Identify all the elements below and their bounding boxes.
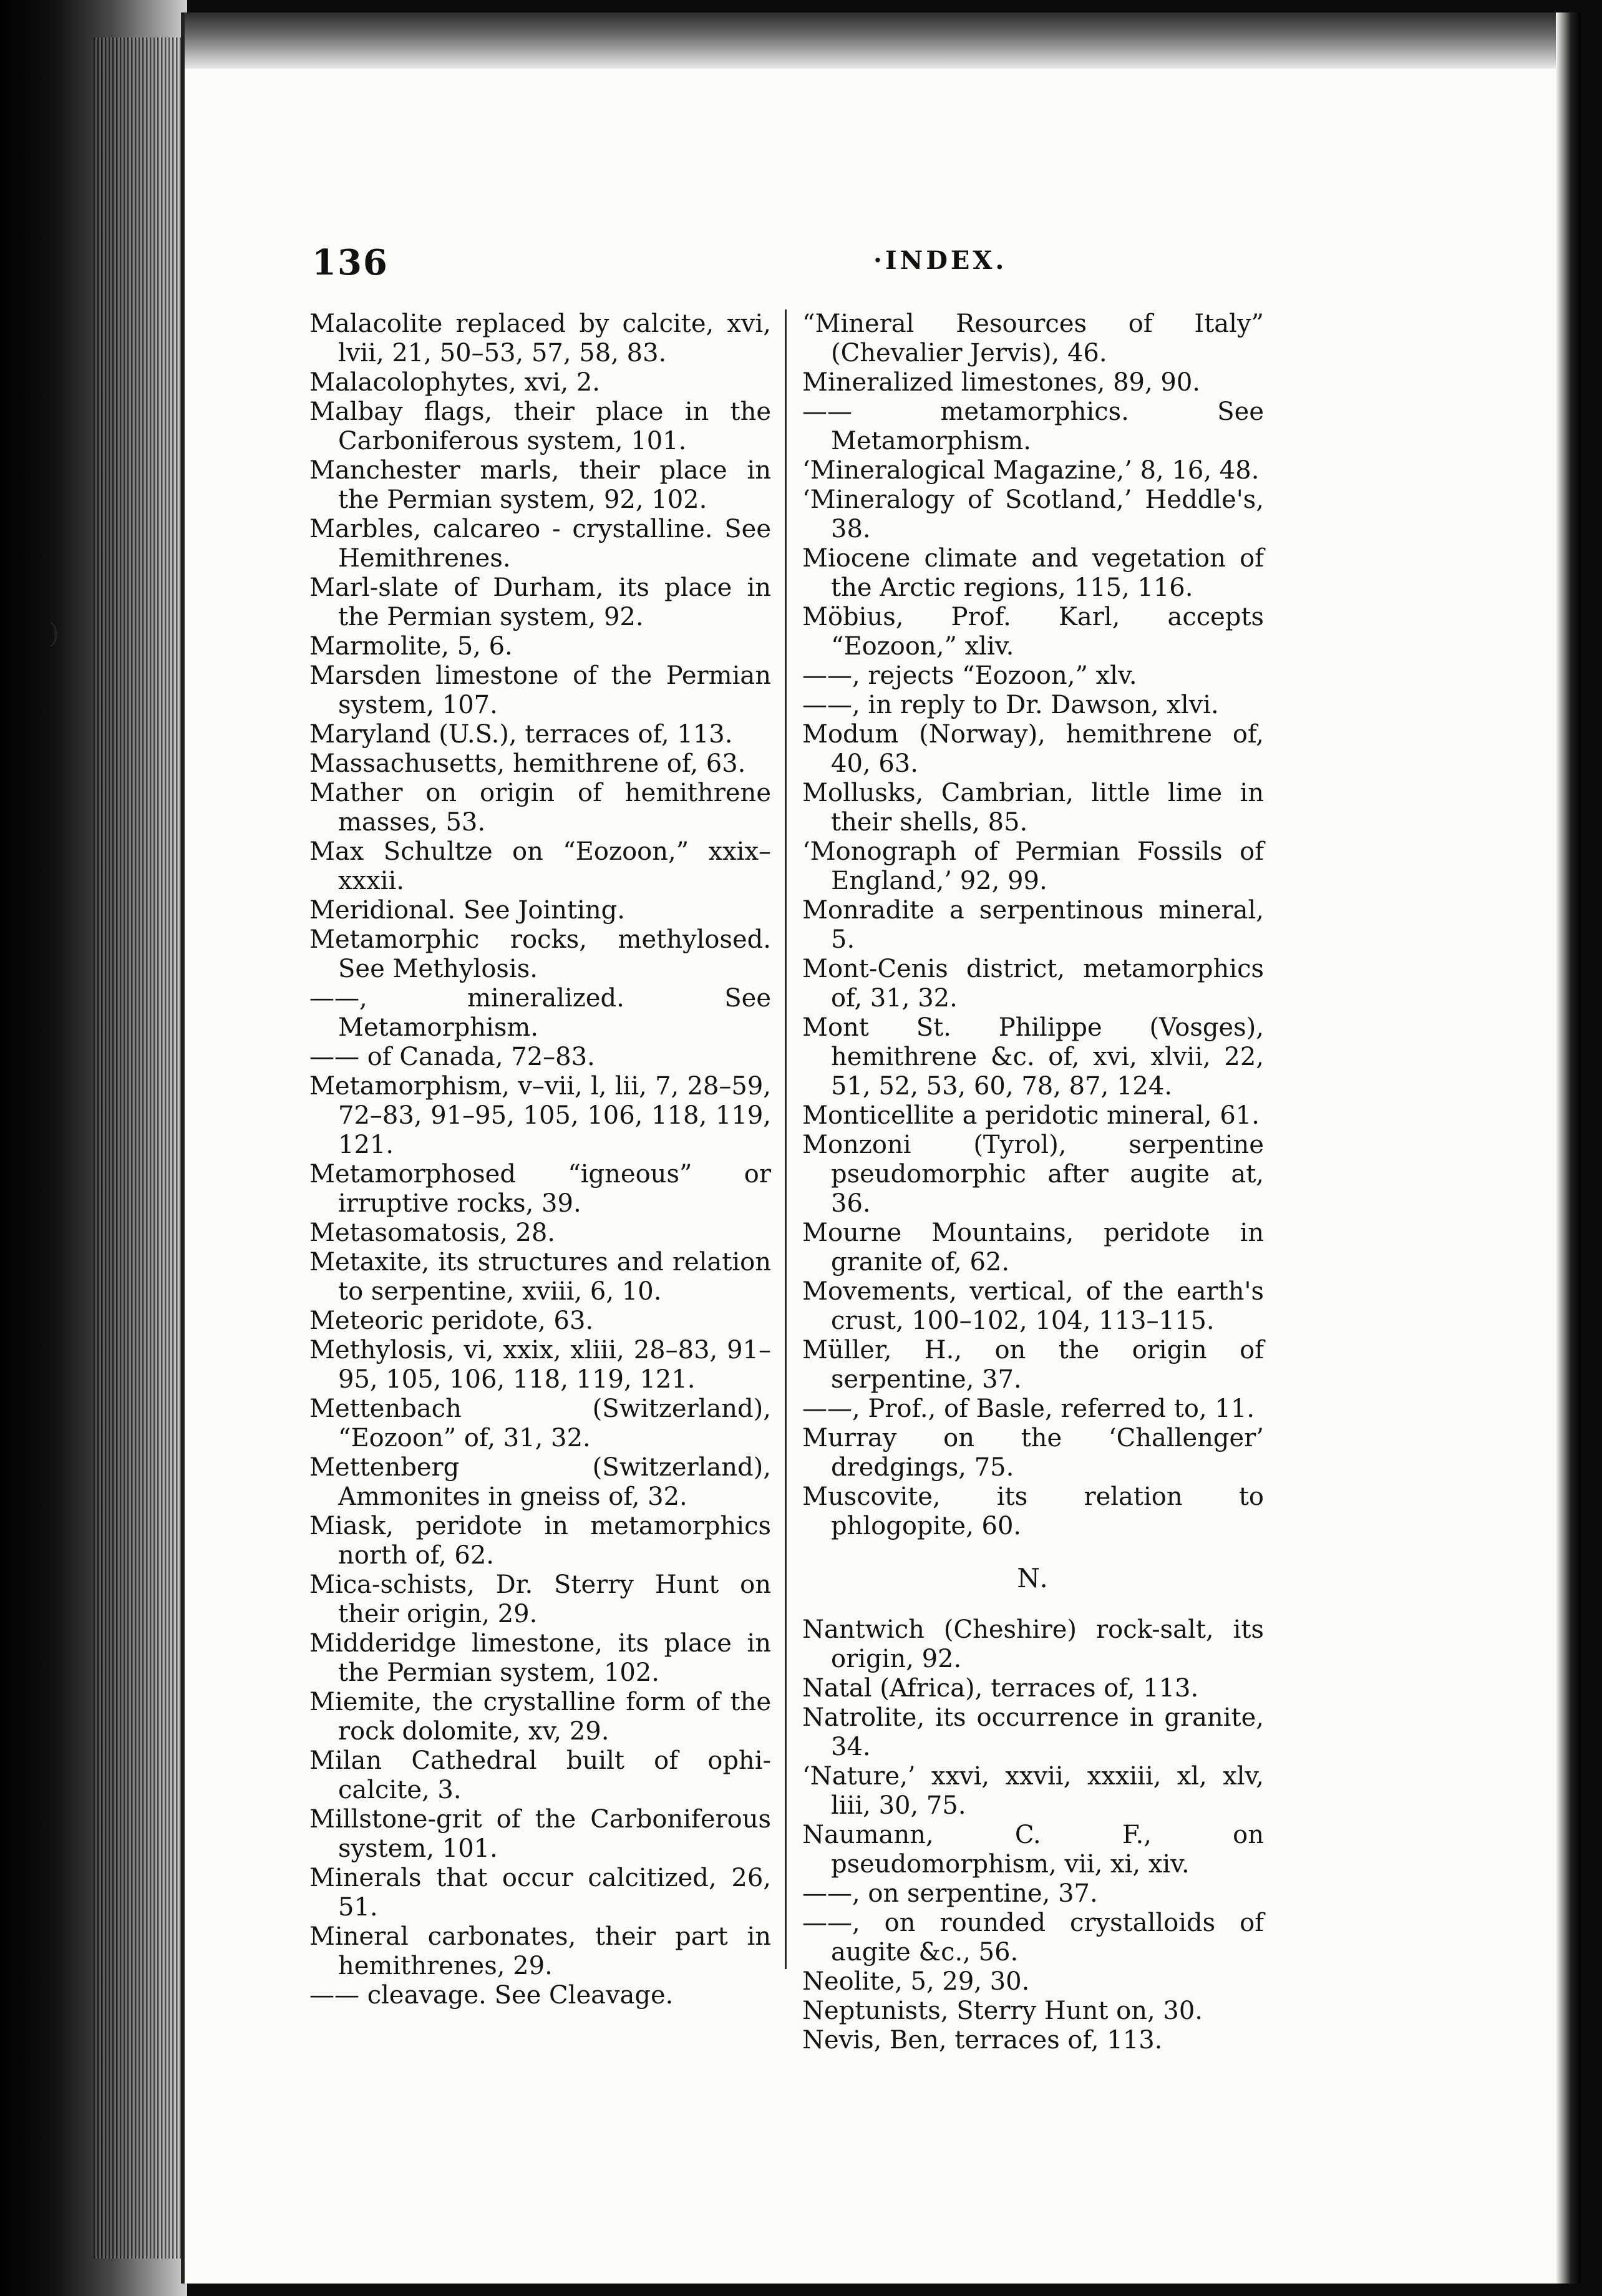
index-entry: Maryland (U.S.), terraces of, 113. [309, 720, 733, 749]
index-entry: Miocene climate and vegetation of the Arctic regions, 115, 116. [802, 544, 1264, 602]
index-entry: Mollusks, Cambrian, little lime in their shells, 85. [802, 779, 1264, 837]
index-entry: Massachusetts, hemithrene of, 63. [309, 749, 746, 778]
index-entry: Nevis, Ben, terraces of, 113. [802, 2026, 1163, 2055]
index-entry: ‘Monograph of Permian Fossils of England,’ 92, 99. [802, 837, 1264, 895]
index-entry: ——, on rounded crystalloids of augite &c., 56. [802, 1909, 1264, 1967]
index-entry: Manchester marls, their place in the Permian system, 92, 102. [309, 456, 771, 514]
index-entry: ——, in reply to Dr. Dawson, xlvi. [802, 691, 1219, 719]
index-entry: Minerals that occur calcitized, 26, 51. [309, 1864, 771, 1922]
index-entry: Metamorphism, v–vii, l, lii, 7, 28–59, 72–83, 91–95, 105, 106, 118, 119, 121. [309, 1072, 771, 1159]
index-entry: —— cleavage. See Cleavage. [309, 1981, 674, 2010]
index-entry: Metamorphosed “igneous” or irruptive rocks, 39. [309, 1160, 771, 1218]
index-entry: Mourne Mountains, peridote in granite of, 62. [802, 1219, 1264, 1277]
index-entry: Mineral carbonates, their part in hemithrenes, 29. [309, 1922, 771, 1980]
index-entry: Miask, peridote in metamorphics north of, 62. [309, 1512, 771, 1570]
index-entry: Mineralized limestones, 89, 90. [802, 368, 1201, 397]
index-entry: Malacolophytes, xvi, 2. [309, 368, 601, 397]
index-entry: Max Schultze on “Eozoon,” xxix–xxxii. [309, 837, 771, 895]
index-entry: Muscovite, its relation to phlogopite, 60. [802, 1482, 1264, 1540]
index-entry: Natrolite, its occurrence in granite, 34. [802, 1703, 1264, 1761]
index-entry: Möbius, Prof. Karl, accepts “Eozoon,” xliv. [802, 603, 1264, 661]
page-header [312, 242, 1310, 286]
index-entry: Müller, H., on the origin of serpentine, 37. [802, 1336, 1264, 1394]
index-entry: Monzoni (Tyrol), serpentine pseudomorphic after augite at, 36. [802, 1131, 1264, 1218]
page-number: 136 [312, 242, 389, 283]
index-entry: ——, on serpentine, 37. [802, 1879, 1098, 1908]
index-entry: ——, Prof., of Basle, referred to, 11. [802, 1394, 1255, 1423]
index-entry: Malbay flags, their place in the Carboniferous system, 101. [309, 397, 771, 455]
index-entry: Modum (Norway), hemithrene of, 40, 63. [802, 720, 1264, 778]
index-entry: Monradite a serpentinous mineral, 5. [802, 896, 1264, 954]
index-entry: ‘Mineralogical Magazine,’ 8, 16, 48. [802, 456, 1260, 485]
index-entry: Millstone-grit of the Carboniferous system, 101. [309, 1805, 771, 1863]
index-entry: Marsden limestone of the Permian system, 107. [309, 661, 771, 719]
index-entry: Midderidge limestone, its place in the Permian system, 102. [309, 1629, 771, 1687]
index-entry: Meteoric peridote, 63. [309, 1306, 594, 1335]
index-entry: Meridional. See Jointing. [309, 896, 625, 925]
index-entry: Mettenbach (Switzerland), “Eozoon” of, 31, 32. [309, 1394, 771, 1452]
index-entry: Natal (Africa), terraces of, 113. [802, 1674, 1199, 1703]
index-entry: Milan Cathedral built of ophi-calcite, 3. [309, 1746, 771, 1804]
index-column-right [802, 309, 1264, 2055]
index-entry: Neptunists, Sterry Hunt on, 30. [802, 1997, 1203, 2025]
index-entry: Metaxite, its structures and relation to serpentine, xviii, 6, 10. [309, 1248, 771, 1306]
index-section-m-continued [802, 309, 1264, 1541]
index-entry: Marl-slate of Durham, its place in the Permian system, 92. [309, 573, 771, 631]
section-letter-n: N. [1017, 1563, 1049, 1593]
book-spine-edge [0, 0, 187, 2296]
index-entry: ‘Mineralogy of Scotland,’ Heddle's, 38. [802, 485, 1264, 543]
index-entry: Metasomatosis, 28. [309, 1219, 555, 1247]
index-entry: Mica-schists, Dr. Sterry Hunt on their origin, 29. [309, 1570, 771, 1628]
index-entry: ‘Nature,’ xxvi, xxvii, xxxiii, xl, xlv, liii, 30, 75. [802, 1762, 1264, 1820]
index-entry: Miemite, the crystalline form of the rock dolomite, xv, 29. [309, 1688, 771, 1746]
index-entry: Marbles, calcareo - crystalline. See Hemithrenes. [309, 515, 771, 573]
index-entry: ——, mineralized. See Metamorphism. [309, 984, 771, 1042]
index-entry: ——, rejects “Eozoon,” xlv. [802, 661, 1137, 690]
index-entry: Murray on the ‘Challenger’ dredgings, 75. [802, 1424, 1264, 1482]
index-entry: Nantwich (Cheshire) rock-salt, its origin, 92. [802, 1615, 1264, 1673]
index-entry: Mont St. Philippe (Vosges), hemithrene &c. of, xvi, xlvii, 22, 51, 52, 53, 60, 78, 87, 124. [802, 1013, 1264, 1101]
index-entry: Malacolite replaced by calcite, xvi, lvii, 21, 50–53, 57, 58, 83. [309, 309, 771, 367]
margin-mark: ) [49, 618, 60, 649]
page-edges-texture [94, 37, 181, 2259]
index-entry: Methylosis, vi, xxix, xliii, 28–83, 91–95, 105, 106, 118, 119, 121. [309, 1336, 771, 1394]
column-divider [785, 309, 787, 1969]
index-entry: Movements, vertical, of the earth's crust, 100–102, 104, 113–115. [802, 1277, 1264, 1335]
index-entry: Marmolite, 5, 6. [309, 632, 513, 661]
index-entry: —— metamorphics. See Metamorphism. [802, 397, 1264, 455]
index-section-n [802, 1615, 1264, 2055]
index-entry: Neolite, 5, 29, 30. [802, 1967, 1030, 1996]
index-entry: Naumann, C. F., on pseudomorphism, vii, xi, xiv. [802, 1821, 1264, 1879]
index-entry: “Mineral Resources of Italy” (Chevalier Jervis), 46. [802, 309, 1264, 367]
index-entry: Mont-Cenis district, metamorphics of, 31, 32. [802, 955, 1264, 1013]
index-entry: Metamorphic rocks, methylosed. See Methylosis. [309, 925, 771, 983]
index-entry: Mettenberg (Switzerland), Ammonites in gneiss of, 32. [309, 1453, 771, 1511]
top-shadow [185, 12, 1581, 69]
right-page-edge [1556, 12, 1581, 2284]
index-entry: —— of Canada, 72–83. [309, 1043, 595, 1071]
index-entry: Mather on origin of hemithrene masses, 53. [309, 779, 771, 837]
index-entry: Monticellite a peridotic mineral, 61. [802, 1101, 1260, 1130]
running-head: ·INDEX. [873, 246, 1007, 275]
index-column-left [309, 309, 771, 2010]
